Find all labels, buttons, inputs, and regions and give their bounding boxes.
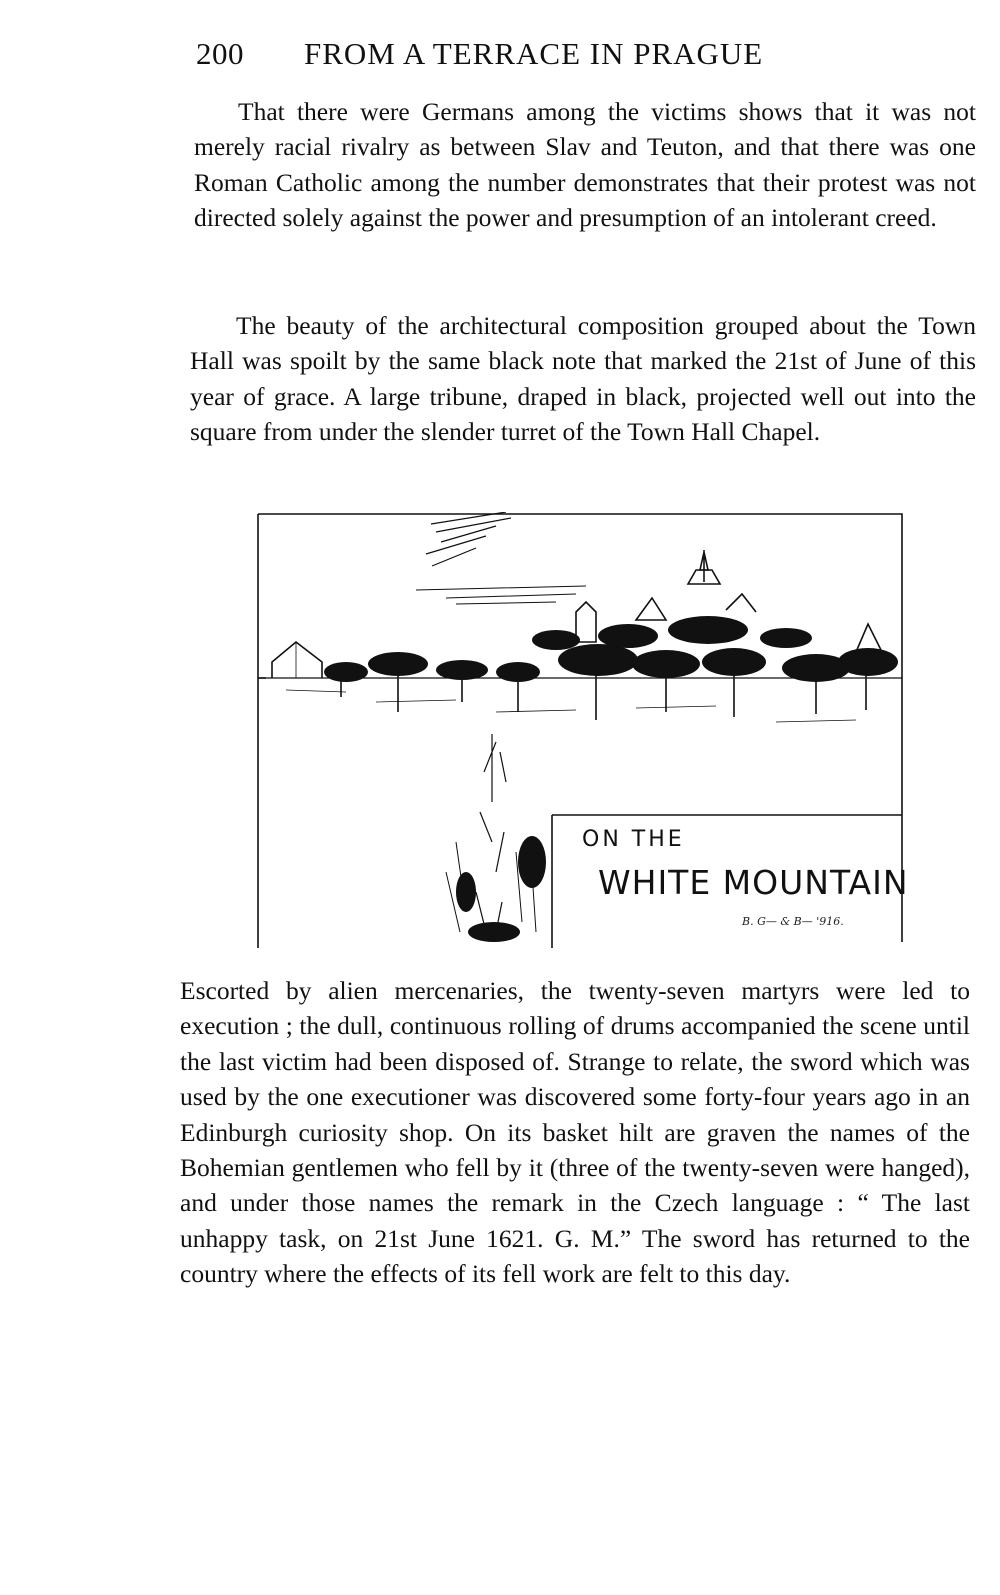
- illustration-white-mountain: [256, 512, 909, 952]
- paragraph-2: The beauty of the architectural composition grouped about the Town Hall was spoilt by the same black note that marked the 21st of June of this year of grace. A large tribune, draped in black, projected well out into the square from under the slender turret of the Town Hall Chapel.: [190, 311, 976, 447]
- paragraph-1: That there were Germans among the victims shows that it was not merely racial rivalry as between Slav and Teuton, and that there was one Roman Catholic among the number demonstrates that their protest was not directed solely against the power and presumption of an intolerant creed.: [194, 97, 976, 233]
- artist-signature: B. G— & B— '916.: [742, 915, 844, 928]
- caption-line-1: ON THE: [582, 827, 685, 852]
- paragraph-3: Escorted by alien mercenaries, the twenty-seven martyrs were led to execution ; the dull, continuous rolling of drums accompanied the scene until the last victim had been disposed of. Strange to relate, the sword which was used by the one executioner was discovered some forty-four years ago in an Edinburgh curiosity shop. On its basket hilt are graven the names of the Bohemian gentlemen who fell by it (three of the twenty-seven were hanged), and under those names the remark in the Czech language : “ The last unhappy task, on 21st June 1621. G. M.” The sword has returned to the country where the effects of its fell work are felt to this day.: [180, 976, 970, 1289]
- caption-panel: [552, 815, 909, 949]
- page-number: 200: [196, 36, 244, 71]
- caption-line-2: WHITE MOUNTAIN: [598, 863, 909, 902]
- running-head: [196, 36, 876, 80]
- running-title: FROM A TERRACE IN PRAGUE: [304, 36, 764, 71]
